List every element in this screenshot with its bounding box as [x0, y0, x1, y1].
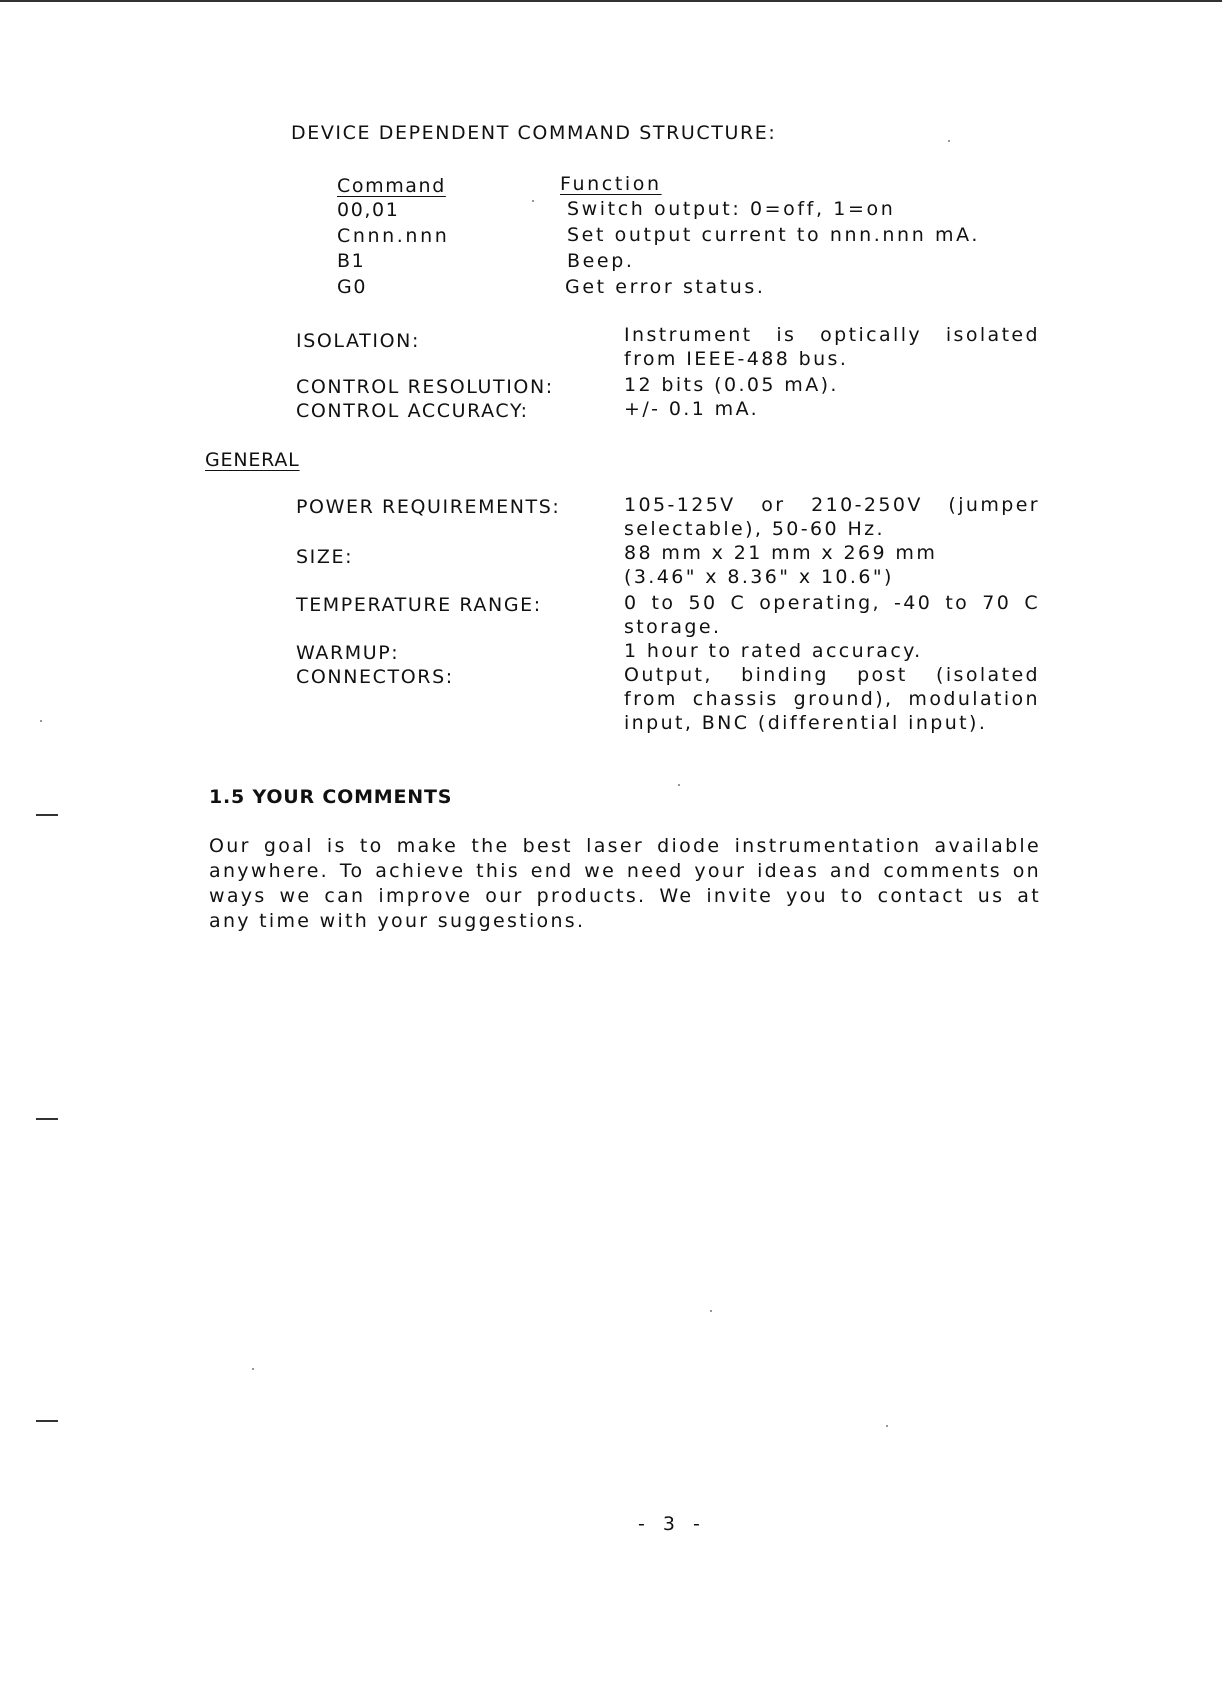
function-cell: Beep.	[567, 250, 635, 272]
scan-speck	[532, 200, 534, 202]
scan-speck	[678, 784, 680, 786]
command-cell: B1	[337, 250, 366, 272]
spec-value-line: 1 hour to rated accuracy.	[624, 640, 923, 662]
command-cell: G0	[337, 276, 368, 298]
spec-label: CONTROL RESOLUTION:	[296, 376, 554, 398]
page-number: - 3 -	[638, 1513, 706, 1535]
top-border	[0, 0, 1222, 2]
spec-value-line: from IEEE-488 bus.	[624, 348, 849, 370]
function-cell: Set output current to nnn.nnn mA.	[567, 224, 980, 246]
spec-label: SIZE:	[296, 546, 354, 568]
spec-label: ISOLATION:	[296, 330, 420, 352]
binding-hole-mark	[36, 1420, 58, 1422]
spec-value-line: from chassis ground), modulation	[624, 688, 1040, 710]
spec-value	[624, 663, 1040, 735]
column-header-command: Command	[337, 175, 446, 197]
paragraph-line: anywhere. To achieve this end we need your ideas and comments on	[209, 860, 1041, 882]
spec-label: CONTROL ACCURACY:	[296, 400, 529, 422]
scan-speck	[886, 1425, 888, 1427]
spec-label: WARMUP:	[296, 642, 400, 664]
spec-value	[624, 541, 1040, 589]
scan-speck	[40, 720, 42, 722]
spec-value-line: Output, binding post (isolated	[624, 664, 1040, 686]
binding-hole-mark	[36, 1118, 58, 1120]
spec-value	[624, 591, 1040, 639]
general-heading: GENERAL	[205, 449, 300, 471]
spec-value	[624, 493, 1040, 541]
function-cell: Get error status.	[565, 276, 766, 298]
scan-speck	[252, 1368, 254, 1370]
spec-value-line: 0 to 50 C operating, -40 to 70 C	[624, 592, 1040, 614]
spec-label: TEMPERATURE RANGE:	[296, 594, 542, 616]
comments-heading: 1.5 YOUR COMMENTS	[209, 786, 453, 808]
paragraph-line: Our goal is to make the best laser diode instrumentation available	[209, 835, 1041, 857]
spec-value-line: 12 bits (0.05 mA).	[624, 374, 839, 396]
scan-speck	[948, 140, 950, 142]
paragraph-line: ways we can improve our products. We invite you to contact us at	[209, 885, 1041, 907]
spec-value-line: +/- 0.1 mA.	[624, 398, 760, 420]
spec-value-line: 88 mm x 21 mm x 269 mm	[624, 542, 938, 564]
scan-speck	[710, 1310, 712, 1312]
spec-value-line: (3.46" x 8.36" x 10.6")	[624, 566, 894, 588]
spec-label: CONNECTORS:	[296, 666, 454, 688]
section-title: DEVICE DEPENDENT COMMAND STRUCTURE:	[291, 122, 777, 144]
spec-value-line: selectable), 50-60 Hz.	[624, 518, 885, 540]
spec-value	[624, 639, 1040, 663]
spec-value-line: storage.	[624, 616, 722, 638]
spec-value-line: input, BNC (differential input).	[624, 712, 988, 734]
spec-value-line: Instrument is optically isolated	[624, 324, 1040, 346]
spec-value	[624, 397, 1040, 421]
column-header-function: Function	[560, 173, 662, 195]
function-cell: Switch output: 0=off, 1=on	[567, 198, 896, 220]
spec-value	[624, 323, 1040, 371]
command-cell: Cnnn.nnn	[337, 225, 450, 247]
spec-value-line: 105-125V or 210-250V (jumper	[624, 494, 1040, 516]
binding-hole-mark	[36, 814, 58, 816]
spec-label: POWER REQUIREMENTS:	[296, 496, 561, 518]
comments-paragraph	[209, 834, 1041, 934]
spec-value	[624, 373, 1040, 397]
command-cell: 00,01	[337, 199, 400, 221]
paragraph-line: any time with your suggestions.	[209, 910, 586, 932]
